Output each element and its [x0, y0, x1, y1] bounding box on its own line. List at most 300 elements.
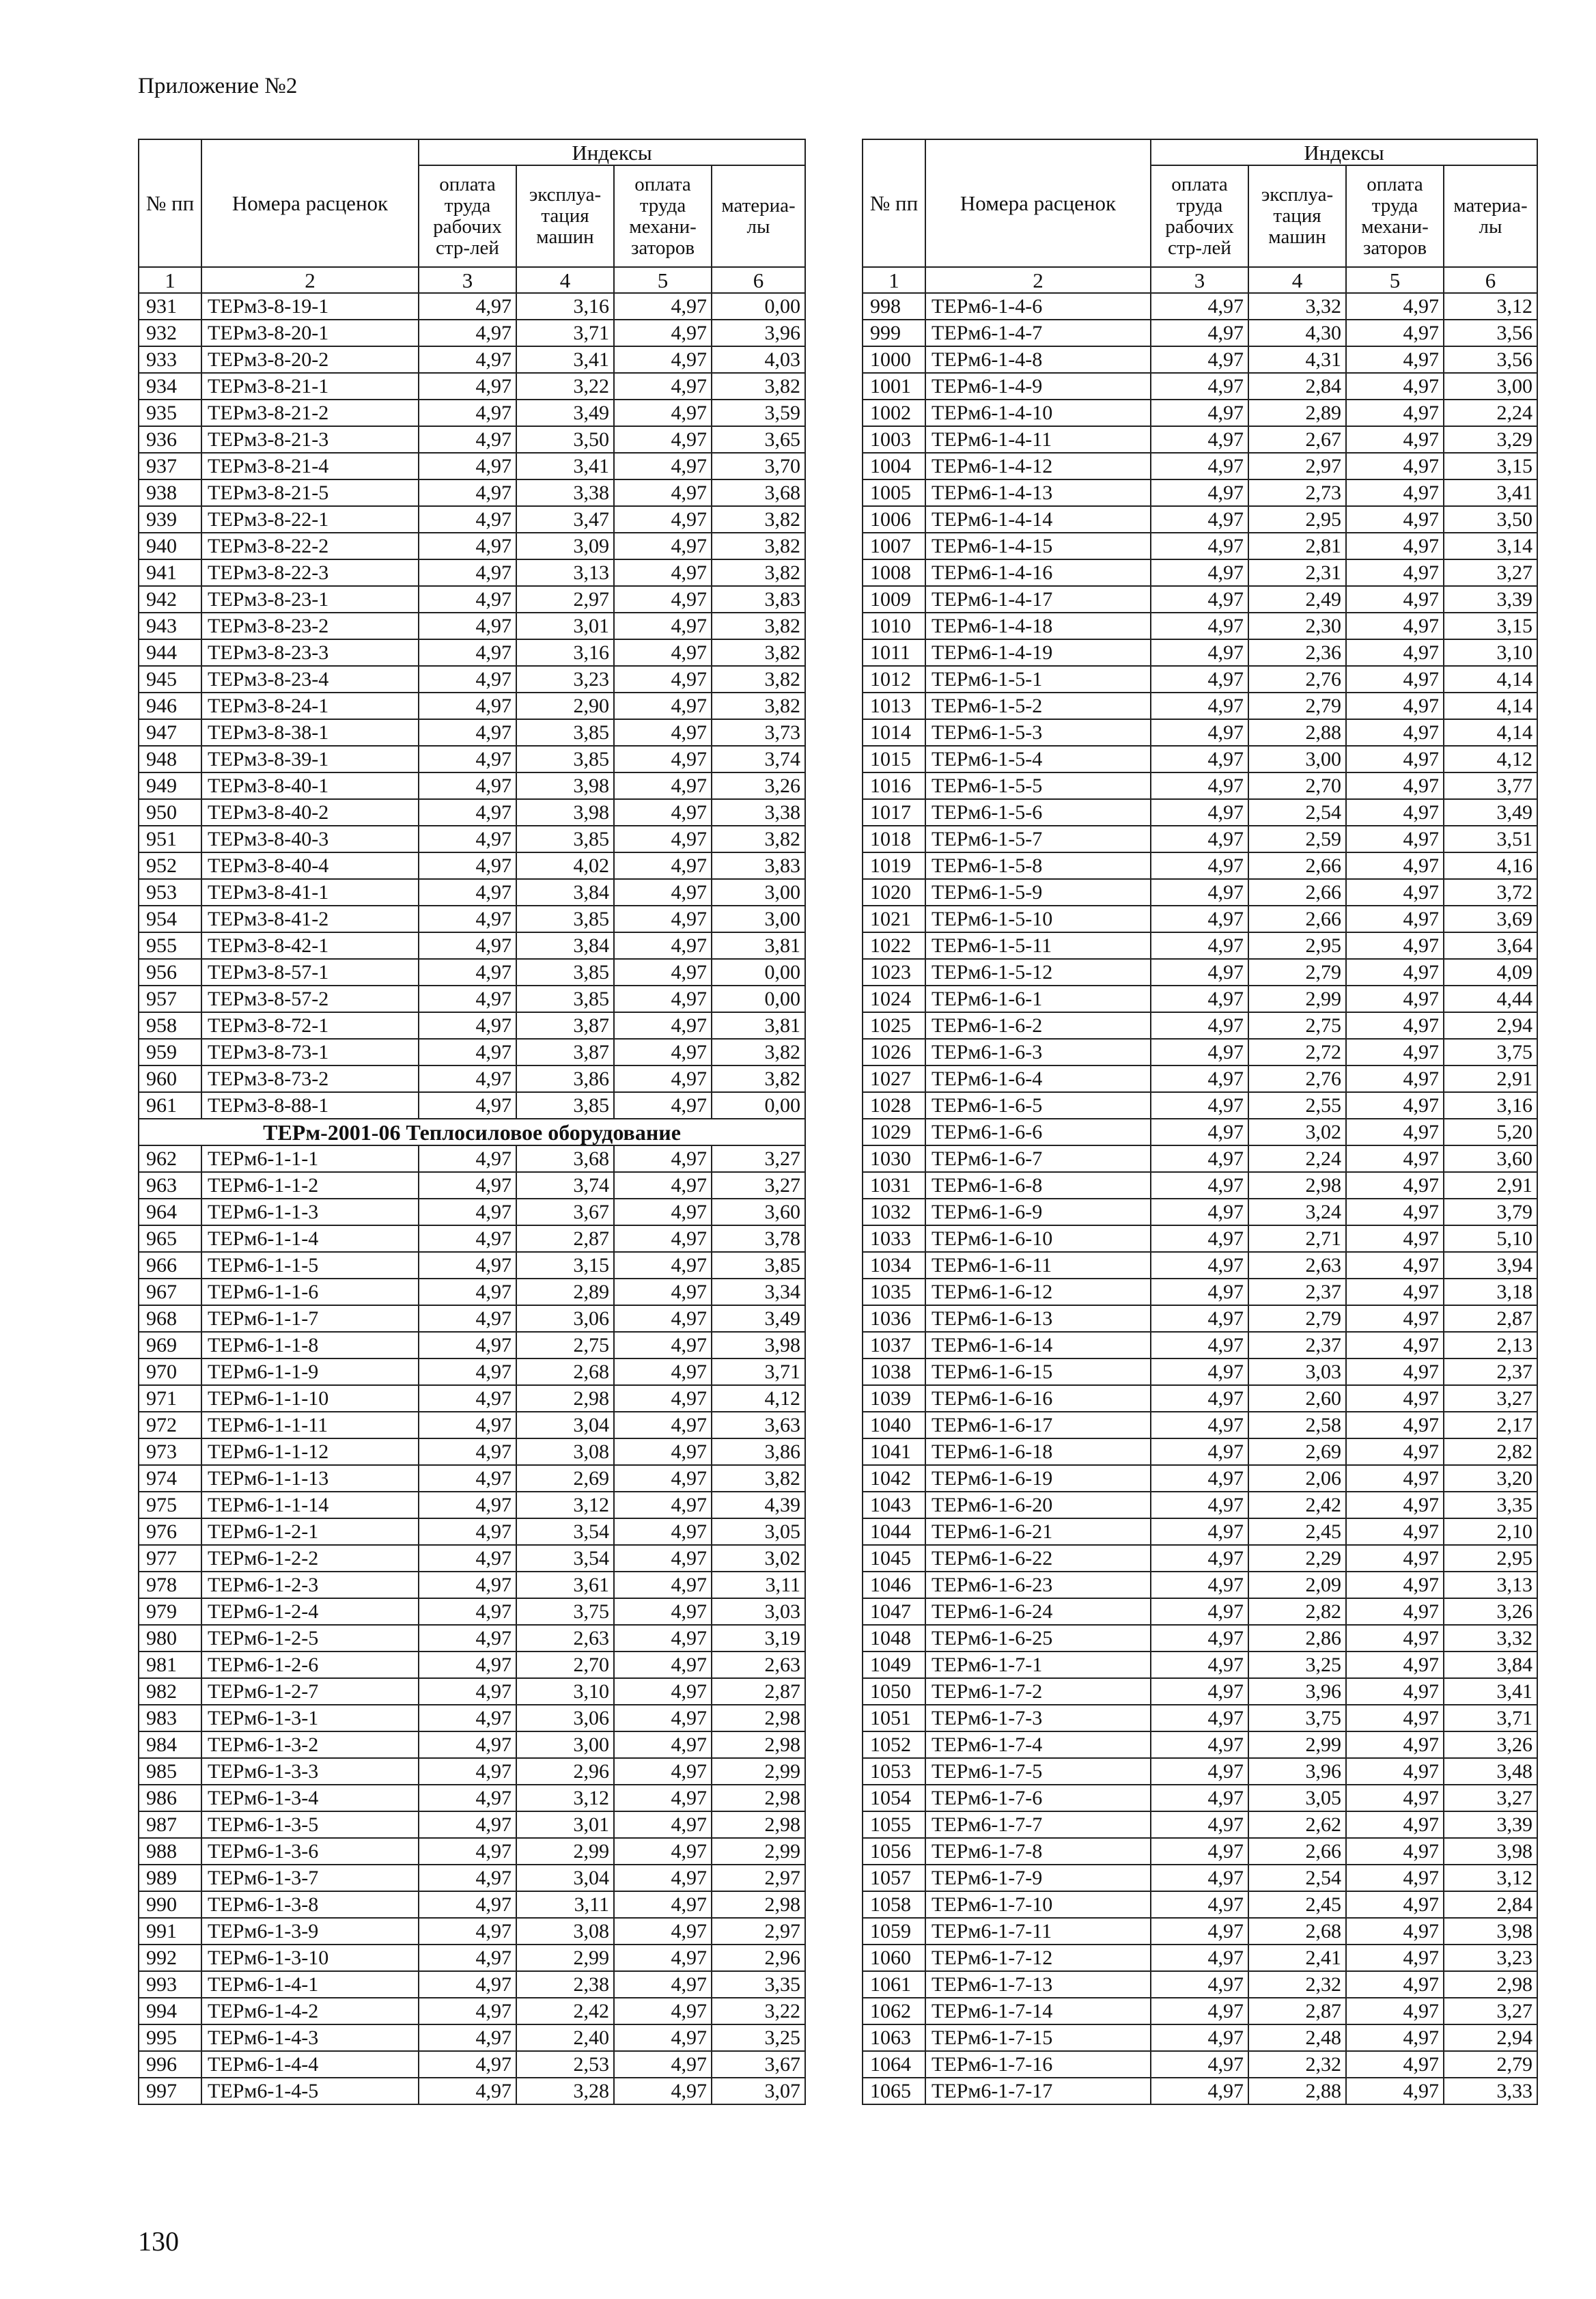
rate-code: ТЕРм6-1-5-12: [925, 959, 1151, 986]
materials-index: 2,97: [712, 1918, 805, 1945]
rate-code: ТЕРм6-1-1-6: [201, 1279, 419, 1305]
rate-code: ТЕРм6-1-6-8: [925, 1172, 1151, 1199]
row-number: 943: [139, 613, 201, 639]
rate-code: ТЕРм3-8-21-1: [201, 373, 419, 400]
colnum: 1: [139, 267, 201, 293]
row-number: 1017: [863, 799, 925, 826]
machines-index: 2,97: [516, 586, 614, 613]
machines-index: 2,66: [1248, 852, 1346, 879]
table-row: [863, 1652, 1537, 1678]
row-number: 939: [139, 506, 201, 533]
rate-code: ТЕРм6-1-7-8: [925, 1838, 1151, 1865]
rate-code: ТЕРм6-1-5-7: [925, 826, 1151, 852]
rate-code: ТЕРм6-1-1-4: [201, 1225, 419, 1252]
mech-labor-index: 4,97: [614, 852, 712, 879]
rate-code: ТЕРм6-1-3-1: [201, 1705, 419, 1731]
mech-labor-index: 4,97: [614, 1492, 712, 1518]
rate-code: ТЕРм6-1-7-13: [925, 1971, 1151, 1998]
mech-labor-index: 4,97: [614, 1438, 712, 1465]
rate-code: ТЕРм6-1-1-5: [201, 1252, 419, 1279]
row-number: 949: [139, 772, 201, 799]
rate-code: ТЕРм3-8-24-1: [201, 693, 419, 719]
table-row: [139, 1465, 805, 1492]
materials-index: 3,82: [712, 639, 805, 666]
row-number: 986: [139, 1785, 201, 1811]
machines-index: 3,49: [516, 400, 614, 426]
header-num: № пп: [139, 139, 201, 267]
materials-index: 3,79: [1444, 1199, 1537, 1225]
mech-labor-index: 4,97: [1346, 1332, 1444, 1358]
rate-code: ТЕРм6-1-4-18: [925, 613, 1151, 639]
materials-index: 2,98: [712, 1731, 805, 1758]
machines-index: 2,98: [516, 1385, 614, 1412]
rate-code: ТЕРм6-1-6-17: [925, 1412, 1151, 1438]
labor-index: 4,97: [419, 1438, 516, 1465]
machines-index: 2,45: [1248, 1891, 1346, 1918]
rate-code: ТЕРм6-1-7-9: [925, 1865, 1151, 1891]
machines-index: 3,12: [516, 1785, 614, 1811]
labor-index: 4,97: [419, 1652, 516, 1678]
materials-index: 3,19: [712, 1625, 805, 1652]
materials-index: 3,26: [1444, 1731, 1537, 1758]
rate-code: ТЕРм6-1-5-3: [925, 719, 1151, 746]
rate-code: ТЕРм6-1-4-12: [925, 453, 1151, 479]
materials-index: 3,81: [712, 1012, 805, 1039]
rate-code: ТЕРм6-1-6-15: [925, 1358, 1151, 1385]
row-number: 988: [139, 1838, 201, 1865]
table-row: [139, 2024, 805, 2051]
labor-index: 4,97: [1151, 986, 1248, 1012]
materials-index: 0,00: [712, 293, 805, 320]
mech-labor-index: 4,97: [614, 879, 712, 906]
machines-index: 3,87: [516, 1012, 614, 1039]
materials-index: 3,71: [712, 1358, 805, 1385]
machines-index: 3,02: [1248, 1119, 1346, 1145]
header-labor: оплата труда рабочих стр-лей: [419, 165, 516, 267]
machines-index: 3,00: [1248, 746, 1346, 772]
labor-index: 4,97: [419, 719, 516, 746]
materials-index: 4,12: [712, 1385, 805, 1412]
machines-index: 2,09: [1248, 1572, 1346, 1598]
mech-labor-index: 4,97: [1346, 426, 1444, 453]
row-number: 1013: [863, 693, 925, 719]
rate-code: ТЕРм6-1-5-9: [925, 879, 1151, 906]
table-row: [139, 1492, 805, 1518]
mech-labor-index: 4,97: [614, 426, 712, 453]
row-number: 1047: [863, 1598, 925, 1625]
row-number: 982: [139, 1678, 201, 1705]
labor-index: 4,97: [419, 533, 516, 559]
row-number: 985: [139, 1758, 201, 1785]
mech-labor-index: 4,97: [614, 1145, 712, 1172]
table-row: [863, 1865, 1537, 1891]
row-number: 1035: [863, 1279, 925, 1305]
labor-index: 4,97: [419, 746, 516, 772]
mech-labor-index: 4,97: [614, 1252, 712, 1279]
machines-index: 3,85: [516, 719, 614, 746]
labor-index: 4,97: [419, 1252, 516, 1279]
materials-index: 3,77: [1444, 772, 1537, 799]
labor-index: 4,97: [419, 293, 516, 320]
machines-index: 2,63: [1248, 1252, 1346, 1279]
table-row: [863, 1945, 1537, 1971]
machines-index: 2,06: [1248, 1465, 1346, 1492]
machines-index: 2,68: [1248, 1918, 1346, 1945]
row-number: 975: [139, 1492, 201, 1518]
row-number: 1051: [863, 1705, 925, 1731]
row-number: 1008: [863, 559, 925, 586]
mech-labor-index: 4,97: [1346, 1172, 1444, 1199]
machines-index: 2,95: [1248, 506, 1346, 533]
table-row: [139, 1598, 805, 1625]
row-number: 1055: [863, 1811, 925, 1838]
rate-code: ТЕРм6-1-6-18: [925, 1438, 1151, 1465]
rate-code: ТЕРм6-1-6-4: [925, 1065, 1151, 1092]
labor-index: 4,97: [419, 879, 516, 906]
header-mech-labor: оплата труда механи-заторов: [1346, 165, 1444, 267]
mech-labor-index: 4,97: [614, 1012, 712, 1039]
rate-code: ТЕРм3-8-23-3: [201, 639, 419, 666]
materials-index: 0,00: [712, 959, 805, 986]
materials-index: 3,35: [712, 1971, 805, 1998]
materials-index: 2,94: [1444, 1012, 1537, 1039]
mech-labor-index: 4,97: [614, 932, 712, 959]
materials-index: 4,09: [1444, 959, 1537, 986]
labor-index: 4,97: [1151, 1039, 1248, 1065]
materials-index: 5,10: [1444, 1225, 1537, 1252]
row-number: 1057: [863, 1865, 925, 1891]
labor-index: 4,97: [1151, 1492, 1248, 1518]
mech-labor-index: 4,97: [614, 986, 712, 1012]
mech-labor-index: 4,97: [614, 1545, 712, 1572]
table-row: [863, 1065, 1537, 1092]
mech-labor-index: 4,97: [1346, 320, 1444, 346]
labor-index: 4,97: [419, 506, 516, 533]
table-row: [139, 1518, 805, 1545]
machines-index: 2,69: [516, 1465, 614, 1492]
labor-index: 4,97: [419, 1678, 516, 1705]
labor-index: 4,97: [419, 852, 516, 879]
mech-labor-index: 4,97: [1346, 1305, 1444, 1332]
machines-index: 3,10: [516, 1678, 614, 1705]
row-number: 937: [139, 453, 201, 479]
labor-index: 4,97: [1151, 879, 1248, 906]
materials-index: 3,75: [1444, 1039, 1537, 1065]
machines-index: 3,74: [516, 1172, 614, 1199]
machines-index: 2,75: [516, 1332, 614, 1358]
table-row: [863, 852, 1537, 879]
row-number: 1026: [863, 1039, 925, 1065]
row-number: 1053: [863, 1758, 925, 1785]
table-row: [863, 1225, 1537, 1252]
materials-index: 3,41: [1444, 1678, 1537, 1705]
row-number: 934: [139, 373, 201, 400]
row-number: 1042: [863, 1465, 925, 1492]
machines-index: 2,31: [1248, 559, 1346, 586]
labor-index: 4,97: [419, 1945, 516, 1971]
labor-index: 4,97: [1151, 1145, 1248, 1172]
materials-index: 3,39: [1444, 1811, 1537, 1838]
materials-index: 2,94: [1444, 2024, 1537, 2051]
materials-index: 4,14: [1444, 719, 1537, 746]
materials-index: 3,27: [1444, 1998, 1537, 2024]
rate-code: ТЕРм6-1-6-16: [925, 1385, 1151, 1412]
row-number: 997: [139, 2078, 201, 2104]
row-number: 1052: [863, 1731, 925, 1758]
machines-index: 3,68: [516, 1145, 614, 1172]
table-row: [863, 586, 1537, 613]
machines-index: 2,55: [1248, 1092, 1346, 1119]
materials-index: 3,15: [1444, 453, 1537, 479]
row-number: 1060: [863, 1945, 925, 1971]
rate-code: ТЕРм6-1-3-3: [201, 1758, 419, 1785]
rate-code: ТЕРм3-8-21-2: [201, 400, 419, 426]
table-row: [139, 1225, 805, 1252]
table-row: [863, 879, 1537, 906]
mech-labor-index: 4,97: [1346, 1918, 1444, 1945]
rate-code: ТЕРм6-1-1-8: [201, 1332, 419, 1358]
rate-code: ТЕРм3-8-21-4: [201, 453, 419, 479]
rate-code: ТЕРм6-1-3-6: [201, 1838, 419, 1865]
materials-index: 2,82: [1444, 1438, 1537, 1465]
mech-labor-index: 4,97: [1346, 1065, 1444, 1092]
mech-labor-index: 4,97: [1346, 1492, 1444, 1518]
labor-index: 4,97: [1151, 1945, 1248, 1971]
labor-index: 4,97: [419, 1838, 516, 1865]
row-number: 1044: [863, 1518, 925, 1545]
rate-code: ТЕРм6-1-1-1: [201, 1145, 419, 1172]
rate-code: ТЕРм6-1-1-13: [201, 1465, 419, 1492]
labor-index: 4,97: [1151, 1358, 1248, 1385]
mech-labor-index: 4,97: [614, 2078, 712, 2104]
row-number: 950: [139, 799, 201, 826]
materials-index: 3,10: [1444, 639, 1537, 666]
labor-index: 4,97: [419, 1625, 516, 1652]
row-number: 946: [139, 693, 201, 719]
machines-index: 2,37: [1248, 1279, 1346, 1305]
materials-index: 3,67: [712, 2051, 805, 2078]
table-row: [139, 1652, 805, 1678]
machines-index: 3,54: [516, 1545, 614, 1572]
page-number: 130: [138, 2226, 179, 2257]
materials-index: 3,27: [1444, 559, 1537, 586]
rate-code: ТЕРм3-8-40-3: [201, 826, 419, 852]
table-row: [139, 1945, 805, 1971]
table-row: [139, 1918, 805, 1945]
row-number: 1029: [863, 1119, 925, 1145]
machines-index: 3,84: [516, 879, 614, 906]
rate-code: ТЕРм6-1-7-10: [925, 1891, 1151, 1918]
colnum: 6: [1444, 267, 1537, 293]
row-number: 967: [139, 1279, 201, 1305]
rate-code: ТЕРм3-8-39-1: [201, 746, 419, 772]
table-row: [863, 400, 1537, 426]
machines-index: 3,85: [516, 746, 614, 772]
mech-labor-index: 4,97: [614, 373, 712, 400]
mech-labor-index: 4,97: [614, 586, 712, 613]
machines-index: 3,96: [1248, 1678, 1346, 1705]
mech-labor-index: 4,97: [1346, 1971, 1444, 1998]
row-number: 1009: [863, 586, 925, 613]
labor-index: 4,97: [1151, 1172, 1248, 1199]
table-row: [139, 1172, 805, 1199]
machines-index: 4,30: [1248, 320, 1346, 346]
table-row: [863, 693, 1537, 719]
mech-labor-index: 4,97: [1346, 1652, 1444, 1678]
labor-index: 4,97: [419, 1225, 516, 1252]
rate-code: ТЕРм6-1-6-13: [925, 1305, 1151, 1332]
materials-index: 3,38: [712, 799, 805, 826]
machines-index: 3,98: [516, 772, 614, 799]
mech-labor-index: 4,97: [1346, 666, 1444, 693]
table-row: [139, 1199, 805, 1225]
mech-labor-index: 4,97: [1346, 1625, 1444, 1652]
table-row: [863, 346, 1537, 373]
materials-index: 3,25: [712, 2024, 805, 2051]
mech-labor-index: 4,97: [1346, 1731, 1444, 1758]
materials-index: 3,94: [1444, 1252, 1537, 1279]
row-number: 1059: [863, 1918, 925, 1945]
mech-labor-index: 4,97: [614, 799, 712, 826]
rate-code: ТЕРм6-1-4-17: [925, 586, 1151, 613]
row-number: 941: [139, 559, 201, 586]
table-row: [863, 613, 1537, 639]
materials-index: 2,95: [1444, 1545, 1537, 1572]
table-row: [863, 799, 1537, 826]
machines-index: 2,76: [1248, 1065, 1346, 1092]
table-row: [863, 1465, 1537, 1492]
row-number: 980: [139, 1625, 201, 1652]
table-row: [139, 613, 805, 639]
row-number: 944: [139, 639, 201, 666]
row-number: 976: [139, 1518, 201, 1545]
mech-labor-index: 4,97: [614, 2051, 712, 2078]
machines-index: 3,85: [516, 986, 614, 1012]
mech-labor-index: 4,97: [1346, 373, 1444, 400]
labor-index: 4,97: [1151, 826, 1248, 852]
materials-index: 3,26: [712, 772, 805, 799]
materials-index: 3,63: [712, 1412, 805, 1438]
labor-index: 4,97: [1151, 2051, 1248, 2078]
table-row: [139, 1838, 805, 1865]
labor-index: 4,97: [1151, 1971, 1248, 1998]
labor-index: 4,97: [1151, 1012, 1248, 1039]
row-number: 1038: [863, 1358, 925, 1385]
rate-code: ТЕРм6-1-5-4: [925, 746, 1151, 772]
rate-code: ТЕРм3-8-57-2: [201, 986, 419, 1012]
machines-index: 2,37: [1248, 1332, 1346, 1358]
row-number: 999: [863, 320, 925, 346]
machines-index: 2,81: [1248, 533, 1346, 559]
materials-index: 3,82: [712, 613, 805, 639]
mech-labor-index: 4,97: [614, 906, 712, 932]
materials-index: 3,20: [1444, 1465, 1537, 1492]
row-number: 983: [139, 1705, 201, 1731]
rates-table-right: [862, 139, 1538, 2105]
mech-labor-index: 4,97: [1346, 1705, 1444, 1731]
row-number: 1058: [863, 1891, 925, 1918]
table-row: [139, 986, 805, 1012]
machines-index: 3,50: [516, 426, 614, 453]
table-row: [863, 1998, 1537, 2024]
machines-index: 2,87: [1248, 1998, 1346, 2024]
rate-code: ТЕРм6-1-4-14: [925, 506, 1151, 533]
rate-code: ТЕРм6-1-5-10: [925, 906, 1151, 932]
row-number: 992: [139, 1945, 201, 1971]
mech-labor-index: 4,97: [614, 1092, 712, 1119]
materials-index: 3,49: [712, 1305, 805, 1332]
row-number: 993: [139, 1971, 201, 1998]
table-row: [139, 1412, 805, 1438]
table-row: [863, 533, 1537, 559]
materials-index: 3,27: [712, 1172, 805, 1199]
machines-index: 2,73: [1248, 479, 1346, 506]
materials-index: 3,83: [712, 852, 805, 879]
labor-index: 4,97: [419, 693, 516, 719]
row-number: 1005: [863, 479, 925, 506]
rate-code: ТЕРм3-8-19-1: [201, 293, 419, 320]
mech-labor-index: 4,97: [614, 559, 712, 586]
machines-index: 2,66: [1248, 1838, 1346, 1865]
machines-index: 2,89: [516, 1279, 614, 1305]
labor-index: 4,97: [419, 1305, 516, 1332]
rate-code: ТЕРм3-8-73-2: [201, 1065, 419, 1092]
labor-index: 4,97: [419, 986, 516, 1012]
table-row: [139, 1145, 805, 1172]
rate-code: ТЕРм6-1-2-2: [201, 1545, 419, 1572]
row-number: 954: [139, 906, 201, 932]
rate-code: ТЕРм6-1-3-10: [201, 1945, 419, 1971]
materials-index: 3,64: [1444, 932, 1537, 959]
materials-index: 2,79: [1444, 2051, 1537, 2078]
materials-index: 3,84: [1444, 1652, 1537, 1678]
table-row: [863, 479, 1537, 506]
mech-labor-index: 4,97: [1346, 1465, 1444, 1492]
machines-index: 2,84: [1248, 373, 1346, 400]
machines-index: 4,31: [1248, 346, 1346, 373]
row-number: 977: [139, 1545, 201, 1572]
rate-code: ТЕРм3-8-40-2: [201, 799, 419, 826]
colnum: 5: [614, 267, 712, 293]
mech-labor-index: 4,97: [1346, 1998, 1444, 2024]
mech-labor-index: 4,97: [614, 1572, 712, 1598]
table-row: [863, 1731, 1537, 1758]
machines-index: 3,06: [516, 1705, 614, 1731]
rate-code: ТЕРм6-1-6-25: [925, 1625, 1151, 1652]
mech-labor-index: 4,97: [1346, 1865, 1444, 1891]
table-row: [863, 666, 1537, 693]
labor-index: 4,97: [1151, 1678, 1248, 1705]
row-number: 1003: [863, 426, 925, 453]
table-row: [139, 666, 805, 693]
labor-index: 4,97: [1151, 1572, 1248, 1598]
rate-code: ТЕРм6-1-7-16: [925, 2051, 1151, 2078]
labor-index: 4,97: [419, 1065, 516, 1092]
table-row: [139, 1971, 805, 1998]
row-number: 956: [139, 959, 201, 986]
labor-index: 4,97: [419, 2078, 516, 2104]
colnum: 2: [201, 267, 419, 293]
mech-labor-index: 4,97: [614, 1039, 712, 1065]
mech-labor-index: 4,97: [1346, 453, 1444, 479]
labor-index: 4,97: [1151, 666, 1248, 693]
rate-code: ТЕРм6-1-7-1: [925, 1652, 1151, 1678]
rate-code: ТЕРм6-1-1-14: [201, 1492, 419, 1518]
rate-code: ТЕРм6-1-4-1: [201, 1971, 419, 1998]
materials-index: 3,69: [1444, 906, 1537, 932]
materials-index: 3,82: [712, 506, 805, 533]
machines-index: 2,54: [1248, 1865, 1346, 1891]
